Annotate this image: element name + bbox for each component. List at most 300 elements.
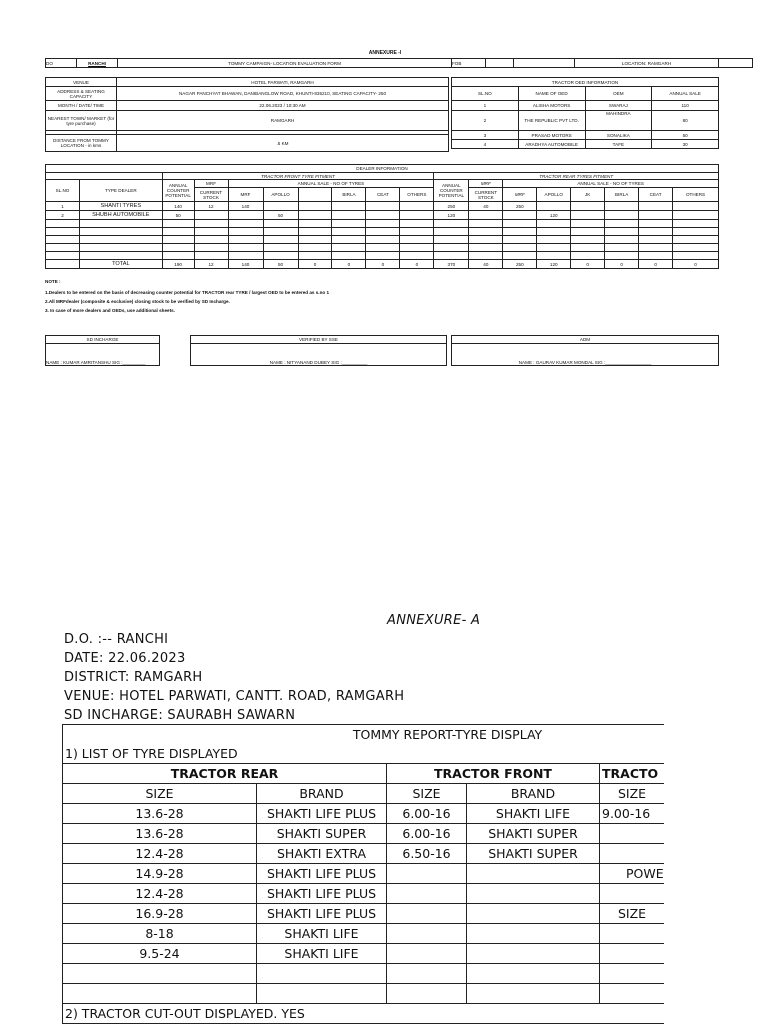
date-line: DATE: 22.06.2023 (64, 651, 186, 666)
tyre-row (63, 984, 665, 1004)
sd-name: NAME : KUMAR AMRITANSHU SIG :_________ (46, 344, 160, 366)
distance-label: DISTANCE FROM TOMMY LOCATION - in kms (46, 135, 117, 152)
dealer-cell (332, 211, 366, 220)
size-header: SIZE (63, 784, 257, 804)
oed-header-slno: SL.NO (452, 87, 519, 101)
venue-line: VENUE: HOTEL PARWATI, CANTT. ROAD, RAMGARH (64, 689, 405, 704)
tyre-size-cell (600, 884, 665, 904)
dealer-cell (605, 244, 639, 252)
dealer-cell (434, 228, 469, 236)
tyre-size-cell (387, 924, 467, 944)
adm-box (451, 335, 719, 366)
dealer-cell (605, 211, 639, 220)
dealer-cell (469, 236, 503, 244)
dealer-cell (400, 236, 434, 244)
dealer-cell (162, 228, 194, 236)
front-annual-sale: ANNUAL SALE - NO OF TYRES (228, 180, 434, 188)
dealer-cell (366, 236, 400, 244)
dealer-cell (194, 236, 228, 244)
dealer-cell (400, 220, 434, 228)
dealer-cell (639, 220, 673, 228)
front-brand: MRF (228, 188, 263, 202)
tyre-size-cell: 12.4-28 (63, 884, 257, 904)
dealer-cell (46, 236, 80, 244)
front-fitment-title: TRACTOR FRONT TYRE FITMENT (162, 173, 434, 180)
tyre-brand-cell: SHAKTI LIFE (257, 924, 387, 944)
rear-brand: CEAT (639, 188, 673, 202)
dealer-sl-header: SL.NO (46, 180, 80, 202)
dealer-cell (263, 202, 298, 211)
tyre-brand-cell: SHAKTI SUPER (467, 844, 600, 864)
dealer-cell (639, 202, 673, 211)
dealer-cell (46, 260, 80, 269)
dealer-cell: SHUBH AUTOMOBILE (79, 211, 162, 220)
dealer-blank (46, 173, 163, 180)
dealer-cell (46, 244, 80, 252)
dealer-cell (298, 244, 332, 252)
tyre-size-cell (600, 824, 665, 844)
tyre-row (63, 944, 665, 964)
dealer-cell (503, 252, 537, 260)
note-line: 1.Dealers to be entered on the basis of decreasing counter potential for TRACTOR rear TYRE / largest OED to be entered as s.no 1 (45, 290, 330, 295)
dealer-cell: 12 (194, 202, 228, 211)
dealer-cell: 0 (332, 260, 366, 269)
dealer-cell (605, 228, 639, 236)
note-line: 2.All MRFdealer (composite & exclusive) closing stock to be verified by SD Incharge. (45, 299, 230, 304)
tyre-brand-cell (467, 904, 600, 924)
tyre-brand-cell: SHAKTI LIFE PLUS (257, 864, 387, 884)
tyre-row (63, 844, 665, 864)
dealer-cell (537, 236, 571, 244)
dealer-cell: TOTAL (79, 260, 162, 269)
tyre-size-cell (387, 884, 467, 904)
dealer-cell (298, 236, 332, 244)
tyre-size-cell (387, 984, 467, 1004)
dealer-cell (400, 244, 434, 252)
report-table-title: TOMMY REPORT-TYRE DISPLAY (63, 725, 665, 745)
tyre-size-cell: 9.00-16 (600, 804, 665, 824)
dealer-cell (46, 228, 80, 236)
dealer-cell (673, 202, 719, 211)
dealer-cell (194, 211, 228, 220)
dealer-cell (366, 252, 400, 260)
dealer-cell (571, 211, 605, 220)
dealer-cell (228, 228, 263, 236)
cutout-label: 2) TRACTOR CUT-OUT DISPLAYED. YES (63, 1004, 665, 1024)
dealer-cell (503, 236, 537, 244)
tyre-brand-cell: SHAKTI LIFE PLUS (257, 884, 387, 904)
front-brand: OTHERS (400, 188, 434, 202)
month-label: MONTH / DATE/ TIME (46, 101, 117, 111)
dealer-cell (503, 244, 537, 252)
location-spacer (719, 59, 753, 68)
dealer-cell (571, 236, 605, 244)
dealer-blank-row (46, 228, 719, 236)
nearest-value: RAMGARH (117, 111, 449, 131)
dealer-cell (79, 244, 162, 252)
venue-info-table (45, 77, 449, 152)
dealer-cell (537, 244, 571, 252)
dealer-cell (673, 211, 719, 220)
rear-annual-sale: ANNUAL SALE - NO OF TYRES (503, 180, 719, 188)
annexure-i-title: ANNEXURE -I (368, 50, 402, 56)
dealer-cell (228, 236, 263, 244)
tyre-size-cell (387, 864, 467, 884)
oed-cell: 80 (652, 111, 719, 131)
tyre-size-cell (63, 964, 257, 984)
dealer-cell (79, 236, 162, 244)
dealer-cell (263, 228, 298, 236)
oed-cell: 2 (452, 111, 519, 131)
rear-current-stock: CURRENT STOCK (469, 188, 503, 202)
verified-title: VERIFIED BY SSE (191, 336, 447, 344)
dealer-cell (228, 244, 263, 252)
dealer-cell (332, 228, 366, 236)
oed-cell: SONALIKA (585, 131, 652, 140)
distance-value: .5 KM (117, 135, 449, 152)
dealer-cell (162, 252, 194, 260)
form-header-table (45, 58, 753, 68)
size-header: SIZE (387, 784, 467, 804)
front-brand: BIRLA (332, 188, 366, 202)
dealer-cell (263, 244, 298, 252)
dealer-cell (228, 220, 263, 228)
dealer-cell (571, 252, 605, 260)
do-line: D.O. :-- RANCHI (64, 632, 169, 647)
address-value: NAGAR PANCHYAT BHAWAN, DANIBANGLOW ROAD, KHUNTI-835210, SEATING CAPACITY- 250 (117, 87, 449, 101)
tyre-display-table (62, 724, 664, 1024)
dealer-cell (400, 228, 434, 236)
fob-spacer (514, 59, 575, 68)
tyre-size-cell (387, 944, 467, 964)
verified-box (190, 335, 447, 366)
dealer-cell: 250 (503, 260, 537, 269)
report-header (64, 630, 404, 725)
dealer-cell (571, 202, 605, 211)
dealer-cell (46, 252, 80, 260)
dealer-blank-row (46, 244, 719, 252)
tyre-brand-cell (257, 984, 387, 1004)
dealer-cell (469, 252, 503, 260)
form-title: TOMMY CAMPAIGN- LOCATION EVALUATION FORM (118, 59, 452, 68)
dealer-cell (571, 220, 605, 228)
fob-value (486, 59, 514, 68)
address-label: ADDRESS & SEATING CAPACITY (46, 87, 117, 101)
district-line: DISTRICT: RAMGARH (64, 670, 203, 685)
dealer-cell: 0 (639, 260, 673, 269)
dealer-cell: 0 (605, 260, 639, 269)
dealer-cell: 250 (434, 202, 469, 211)
front-brand: APOLLO (263, 188, 298, 202)
dealer-cell (79, 252, 162, 260)
oed-cell: 50 (652, 131, 719, 140)
tyre-size-cell: 9.5-24 (63, 944, 257, 964)
tyre-size-cell (600, 924, 665, 944)
oed-cell: 4 (452, 140, 519, 149)
dealer-cell (639, 252, 673, 260)
tractor-front-header: TRACTOR FRONT (387, 764, 600, 784)
oed-cell: ARADHYA AUTOMOBILE (518, 140, 585, 149)
tyre-size-cell: 13.6-28 (63, 824, 257, 844)
dealer-cell (537, 220, 571, 228)
tyre-brand-cell: SHAKTI SUPER (467, 824, 600, 844)
dealer-cell (194, 252, 228, 260)
tyre-brand-cell: SHAKTI SUPER (257, 824, 387, 844)
front-current-stock: CURRENT STOCK (194, 188, 228, 202)
dealer-cell: 140 (228, 202, 263, 211)
front-annual-potential: ANNUAL COUNTER POTENTIAL (162, 180, 194, 202)
tyre-size-cell (387, 964, 467, 984)
dealer-cell (673, 252, 719, 260)
sd-title: SD INCHARGE (46, 336, 160, 344)
rear-mrf-header: MRF (469, 180, 503, 188)
tyre-brand-cell: SHAKTI LIFE PLUS (257, 804, 387, 824)
dealer-type-header: TYPE DEALER (79, 180, 162, 202)
oed-header-oem: OEM (585, 87, 652, 101)
dealer-cell (366, 211, 400, 220)
dealer-cell (366, 220, 400, 228)
dealer-cell (469, 211, 503, 220)
dealer-cell (673, 244, 719, 252)
dealer-cell: 0 (298, 260, 332, 269)
dealer-cell (400, 211, 434, 220)
rear-fitment-title: TRACTOR REAR TYRES FITMENT (434, 173, 719, 180)
nearest-label: NEAREST TOWN/ MARKET (for tyre purchase) (46, 111, 117, 131)
venue-label: VENUE (46, 78, 117, 87)
dealer-cell (79, 228, 162, 236)
rear-brand: MRF (503, 188, 537, 202)
tyre-size-cell: 12.4-28 (63, 844, 257, 864)
tyre-size-cell: POWE (600, 864, 665, 884)
oed-cell: PRASAD MOTORS (518, 131, 585, 140)
tyre-brand-cell: SHAKTI LIFE PLUS (257, 904, 387, 924)
oed-cell: 1 (452, 101, 519, 111)
dealer-cell (673, 228, 719, 236)
tyre-size-cell (600, 984, 665, 1004)
oed-cell: TAFE (585, 140, 652, 149)
rear-brand: BIRLA (605, 188, 639, 202)
rear-brand: JK (571, 188, 605, 202)
dealer-cell: 0 (673, 260, 719, 269)
dealer-cell (673, 236, 719, 244)
tyre-row (63, 804, 665, 824)
dealer-cell (571, 228, 605, 236)
tyre-brand-cell (467, 884, 600, 904)
front-brand: CEAT (366, 188, 400, 202)
dealer-cell (673, 220, 719, 228)
dealer-cell (469, 228, 503, 236)
dealer-cell (162, 220, 194, 228)
dealer-table (45, 164, 719, 269)
dealer-cell (194, 228, 228, 236)
tyre-size-cell (387, 904, 467, 924)
tyre-size-cell: 16.9-28 (63, 904, 257, 924)
tyre-brand-cell: SHAKTI LIFE (467, 804, 600, 824)
note-heading: NOTE : (45, 279, 61, 284)
adm-title: ADM (452, 336, 719, 344)
dealer-cell (332, 202, 366, 211)
front-mrf-header: MRF (194, 180, 228, 188)
dealer-cell (434, 252, 469, 260)
brand-header: BRAND (257, 784, 387, 804)
list-label: 1) LIST OF TYRE DISPLAYED (63, 744, 665, 764)
dealer-cell (605, 252, 639, 260)
tyre-brand-cell (467, 924, 600, 944)
dealer-cell: 250 (503, 202, 537, 211)
dealer-cell (366, 228, 400, 236)
oed-cell: THE REPUBLIC PVT LTD. (518, 111, 585, 131)
dealer-cell (639, 236, 673, 244)
size-header: SIZE (600, 784, 665, 804)
dealer-cell (400, 202, 434, 211)
month-value: 22.06.2023 / 10:30 AM (117, 101, 449, 111)
oed-table (451, 77, 719, 149)
dealer-cell (469, 244, 503, 252)
dealer-cell: 40 (469, 260, 503, 269)
dealer-cell (194, 220, 228, 228)
dealer-cell: 120 (537, 260, 571, 269)
tyre-size-cell (63, 984, 257, 1004)
tyre-size-cell (600, 944, 665, 964)
dealer-cell: 120 (537, 211, 571, 220)
dealer-cell (537, 202, 571, 211)
tyre-brand-cell (467, 984, 600, 1004)
dealer-cell (162, 244, 194, 252)
dealer-cell (228, 252, 263, 260)
dealer-cell (469, 220, 503, 228)
sd-incharge-box (45, 335, 160, 366)
do-value: RANCHI (77, 59, 118, 68)
tyre-brand-cell (467, 864, 600, 884)
tyre-brand-cell (467, 944, 600, 964)
adm-name: NAME : GAURAV KUMAR MONDAL SIG :__________________ (452, 344, 719, 366)
tyre-row (63, 824, 665, 844)
dealer-cell (194, 244, 228, 252)
dealer-cell: 0 (366, 260, 400, 269)
tyre-size-cell (600, 964, 665, 984)
dealer-cell (639, 244, 673, 252)
rear-brand: APOLLO (537, 188, 571, 202)
oed-cell: 3 (452, 131, 519, 140)
tyre-size-cell: 14.9-28 (63, 864, 257, 884)
verified-name: NAME : NITYANAND DUBEY SIG :__________ (191, 344, 447, 366)
tyre-size-cell: 6.00-16 (387, 804, 467, 824)
dealer-cell (332, 220, 366, 228)
sd-line: SD INCHARGE: SAURABH SAWARN (64, 708, 296, 723)
oed-title: TRACTOR OED INFORMATION (452, 78, 719, 87)
dealer-cell: 2 (46, 211, 80, 220)
oed-cell: 30 (652, 140, 719, 149)
oed-header-name: NAME OF OED (518, 87, 585, 101)
dealer-cell: 140 (228, 260, 263, 269)
dealer-cell (639, 211, 673, 220)
dealer-cell: 0 (400, 260, 434, 269)
oed-cell: MAHINDRA (585, 111, 652, 131)
dealer-cell (298, 202, 332, 211)
dealer-cell (366, 202, 400, 211)
dealer-cell (571, 244, 605, 252)
rear-annual-potential: ANNUAL COUNTER POTENTIAL (434, 180, 469, 202)
dealer-cell: 370 (434, 260, 469, 269)
dealer-cell: 12 (194, 260, 228, 269)
front-brand (298, 188, 332, 202)
dealer-blank-row (46, 236, 719, 244)
dealer-cell (162, 236, 194, 244)
oed-cell: 110 (652, 101, 719, 111)
dealer-cell: 50 (162, 211, 194, 220)
tyre-brand-cell (257, 964, 387, 984)
dealer-cell (298, 220, 332, 228)
tyre-size-cell: 6.00-16 (387, 824, 467, 844)
dealer-cell (605, 202, 639, 211)
note-line: 3. In case of more dealers and OEDs, use additional sheets. (45, 308, 175, 313)
dealer-blank-row (46, 252, 719, 260)
dealer-cell (298, 211, 332, 220)
dealer-cell (366, 244, 400, 252)
location-label: LOCATION: RAMGARH (575, 59, 719, 68)
venue-value: HOTEL PARWATI, RAMGARH (117, 78, 449, 87)
dealer-cell (503, 228, 537, 236)
dealer-cell: 190 (162, 260, 194, 269)
dealer-cell (503, 220, 537, 228)
tyre-row (63, 864, 665, 884)
tyre-brand-cell: SHAKTI LIFE (257, 944, 387, 964)
dealer-cell (298, 252, 332, 260)
tractor-third-header: TRACTO (600, 764, 665, 784)
tyre-table-wrap (62, 724, 664, 1024)
tractor-rear-header: TRACTOR REAR (63, 764, 387, 784)
annexure-a-title: ANNEXURE- A (387, 613, 481, 628)
dealer-cell (639, 228, 673, 236)
tyre-row (63, 964, 665, 984)
fob-label: FOB (452, 59, 486, 68)
rear-brand: OTHERS (673, 188, 719, 202)
dealer-cell: 0 (571, 260, 605, 269)
dealer-title: DEALER INFORMATION (46, 165, 719, 173)
brand-header: BRAND (467, 784, 600, 804)
oed-header-sale: ANNUAL SALE (652, 87, 719, 101)
dealer-cell (434, 244, 469, 252)
dealer-cell: 1 (46, 202, 80, 211)
dealer-cell: 40 (469, 202, 503, 211)
tyre-size-cell (600, 844, 665, 864)
tyre-row (63, 904, 665, 924)
dealer-row (46, 211, 719, 220)
dealer-cell (332, 236, 366, 244)
tyre-size-cell: 8-18 (63, 924, 257, 944)
tyre-row (63, 924, 665, 944)
dealer-blank-row (46, 220, 719, 228)
tyre-brand-cell (467, 964, 600, 984)
notes-block (45, 279, 329, 314)
tyre-row (63, 884, 665, 904)
tyre-brand-cell: SHAKTI EXTRA (257, 844, 387, 864)
dealer-cell (537, 228, 571, 236)
dealer-cell (79, 220, 162, 228)
dealer-cell: SHANTI TYRES (79, 202, 162, 211)
dealer-cell (332, 252, 366, 260)
oed-cell: SWARAJ (585, 101, 652, 111)
dealer-cell (263, 220, 298, 228)
dealer-cell (298, 228, 332, 236)
dealer-cell (537, 252, 571, 260)
oed-cell: ALISHA MOTORS (518, 101, 585, 111)
dealer-cell (228, 211, 263, 220)
dealer-cell (46, 220, 80, 228)
tyre-size-cell: 13.6-28 (63, 804, 257, 824)
dealer-cell: 50 (263, 260, 298, 269)
dealer-cell (332, 244, 366, 252)
